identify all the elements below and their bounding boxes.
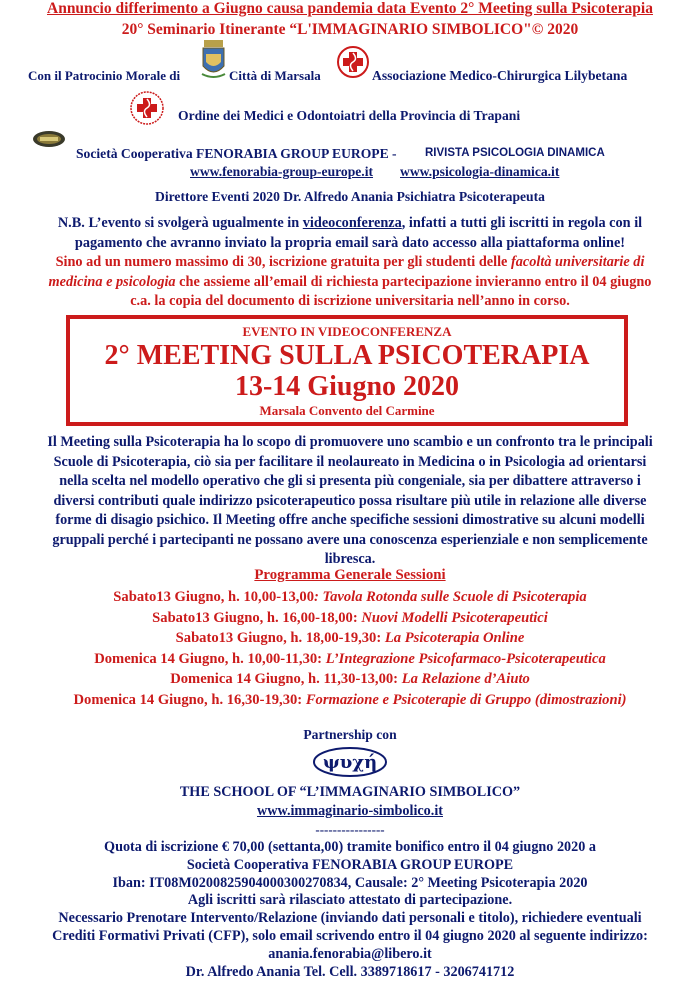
free-text-e: c.a. la copia del documento di iscrizione universitaria nell’anno in corso. (130, 293, 570, 309)
footer-line: Agli iscritti sarà rilasciato attestato di partecipazione. (187, 892, 513, 909)
session-what: : Tavola Rotonda sulle Scuole di Psicoterapia (314, 589, 587, 605)
description-line: diversi contributi quale indirizzo psicoterapeutico possa risultare più utile in relazione alle diverse (53, 492, 647, 509)
event-label: EVENTO IN VIDEOCONFERENZA (242, 324, 452, 339)
footer-line: Dr. Alfredo Anania Tel. Cell. 3389718617 - 3206741712 (185, 963, 515, 980)
session-what: La Relazione d’Aiuto (401, 671, 530, 687)
order-name: Ordine dei Medici e Odontoiatri della Provincia di Trapani (178, 108, 521, 123)
session-when: Sabato13 Giugno, h. 16,00-18,00: (152, 609, 362, 626)
session-when: Domenica 14 Giugno, h. 16,30-19,30: (73, 691, 306, 708)
event-box (66, 315, 628, 426)
description-line: forme di disagio psichico. Il Meeting offre anche specifiche sessioni dimostrative su alcuni modelli (55, 512, 645, 528)
footer-email: anania.fenorabia@libero.it (268, 945, 432, 962)
psicologia-dinamica-link[interactable]: www.psicologia-dinamica.it (400, 164, 560, 179)
program-title: Programma Generale Sessioni (254, 567, 446, 583)
session-when: Domenica 14 Giugno, h. 11,30-13,00: (170, 671, 402, 687)
school-site-row (0, 803, 700, 820)
free-text-d: che assieme all’email di richiesta partecipazione invieranno entro il 04 giugno (175, 273, 652, 290)
footer-line: Necessario Prenotare Intervento/Relazione (inviando dati personali e titolo), richiedere eventuali (58, 910, 642, 927)
city-name: Città di Marsala (229, 68, 321, 83)
footer-line: Società Cooperativa FENORABIA GROUP EUROPE (186, 856, 514, 873)
description-line: Il Meeting sulla Psicoterapia ha lo scopo di promuovere uno scambio e un confronto tra le principali (47, 434, 653, 450)
nb-text-b: , infatti a tutti gli iscritti in regola con il (401, 215, 643, 231)
order-medical-cross-icon (129, 90, 165, 126)
event-title: 2° MEETING SULLA PSICOTERAPIA (104, 340, 590, 371)
director-line: Direttore Eventi 2020 Dr. Alfredo Anania Psichiatra Psicoterapeuta (155, 189, 545, 204)
psyche-logo-icon (312, 746, 388, 778)
association-name: Associazione Medico-Chirurgica Lilybetana (372, 68, 628, 83)
coop-name: Società Cooperativa FENORABIA GROUP EUROPE - (76, 146, 397, 161)
session-when: Domenica 14 Giugno, h. 10,00-11,30: (94, 650, 326, 667)
session-when: Sabato13 Giugno, h. 10,00-13,00 (113, 589, 314, 605)
session-what: Nuovi Modelli Psicoterapeutici (361, 609, 548, 626)
footer-line: Iban: IT08M0200825904000300270834, Causale: 2° Meeting Psicoterapia 2020 (112, 874, 588, 891)
free-text-a: Sino ad un numero massimo di 30, iscrizione gratuita per gli studenti delle (55, 254, 511, 270)
nb-text-c: pagamento che avranno inviato la propria email sarà dato accesso alla piattaforma online! (74, 234, 626, 251)
school-name: THE SCHOOL OF “L’IMMAGINARIO SIMBOLICO” (179, 784, 521, 800)
announcement-title: Annuncio differimento a Giugno causa pandemia data Evento 2° Meeting sulla Psicoterapia (47, 0, 653, 17)
session-item (8, 669, 692, 690)
journal-name: RIVISTA PSICOLOGIA DINAMICA (425, 147, 605, 159)
seminar-title: 20° Seminario Itinerante “L'IMMAGINARIO SIMBOLICO"© 2020 (121, 21, 579, 38)
footer-info (8, 839, 692, 981)
session-item (8, 649, 692, 670)
description-line: Scuole di Psicoterapia, ciò sia per facilitare il neolaureato in Medicina o in Psicologia ad orientarsi (53, 453, 647, 470)
session-item (8, 628, 692, 649)
coop-oval-logo-icon (32, 130, 66, 148)
footer-line: Quota di iscrizione € 70,00 (settanta,00) tramite bonifico entro il 04 giugno 2020 a (104, 839, 596, 855)
association-medical-cross-icon (336, 45, 370, 79)
description-line: gruppali perché i partecipanti ne possano avere una conoscenza esperienziale e non semplicemente (52, 531, 648, 548)
session-item (8, 690, 692, 711)
program-sessions (8, 587, 692, 710)
description-line: libresca. (324, 551, 376, 567)
divider: ---------------- (315, 822, 385, 837)
videoconference-word: videoconferenza (302, 215, 402, 231)
session-what: L’Integrazione Psicofarmaco-Psicoterapeutica (325, 650, 606, 667)
footer-line: Crediti Formativi Privati (CFP), solo email scrivendo entro il 04 giugno 2020 al seguente indirizzo: (52, 927, 648, 944)
description (8, 433, 692, 570)
session-when: Sabato13 Giugno, h. 18,00-19,30: (175, 630, 385, 646)
session-item (8, 587, 692, 608)
partnership-label: Partnership con (303, 727, 397, 742)
free-text-c: medicina e psicologia (48, 273, 176, 290)
city-crest-icon (200, 40, 227, 80)
nb-note (8, 214, 692, 312)
session-what: La Psicoterapia Online (384, 630, 525, 646)
psyche-logo-text: ψυχή (322, 752, 378, 773)
patronage-intro: Con il Patrocinio Morale di (28, 68, 181, 83)
description-line: nella scelta nel modello operativo che gli si presenta più congeniale, sia per dibattere attraverso i (59, 473, 641, 489)
free-text-b: facoltà universitarie di (510, 254, 645, 270)
event-dates: 13-14 Giugno 2020 (234, 371, 460, 402)
session-what: Formazione e Psicoterapie di Gruppo (dimostrazioni) (305, 691, 627, 708)
school-site-link[interactable]: www.immaginario-simbolico.it (256, 803, 443, 819)
event-location: Marsala Convento del Carmine (259, 403, 435, 418)
nb-text-a: N.B. L’evento si svolgerà ugualmente in (57, 215, 303, 231)
fenorabia-link[interactable]: www.fenorabia-group-europe.it (190, 164, 374, 179)
session-item (8, 608, 692, 629)
